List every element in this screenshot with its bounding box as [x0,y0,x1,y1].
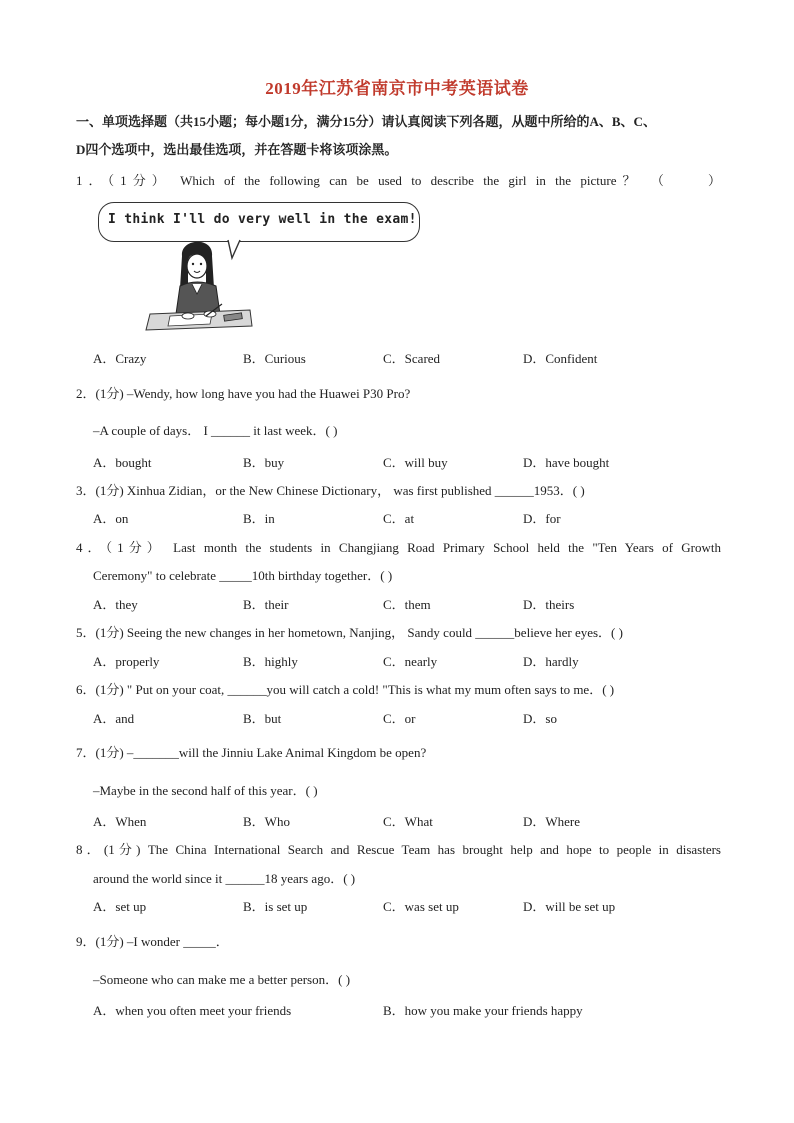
q7-option-a[interactable]: A．When [93,814,147,829]
q1-option-b[interactable]: B．Curious [243,351,306,366]
q9-option-b[interactable]: B．how you make your friends happy [383,1003,583,1018]
question-8-stem: 8．(1分) The China International Search and Rescue Team has brought help and hope to people in disasters [76,842,721,857]
q6-option-d[interactable]: D．so [523,711,557,726]
question-5-stem: 5．(1分) Seeing the new changes in her hometown, Nanjing， Sandy could ______believe her eyes．( ) [76,625,623,640]
q4-option-c[interactable]: C．them [383,597,431,612]
question-1-stem: 1．（1分） Which of the following can be used to describe the girl in the picture？ （ ） [76,173,721,188]
q2-option-c[interactable]: C．will buy [383,455,448,470]
question-2-stem: 2．(1分) –Wendy, how long have you had the Huawei P30 Pro? [76,386,411,401]
question-4-stem: 4．（1分） Last month the students in Changjiang Road Primary School held the "Ten Years of Growth [76,540,721,555]
question-7-stem: 7．(1分) –_______will the Jinniu Lake Animal Kingdom be open? [76,745,427,760]
q5-option-a[interactable]: A．properly [93,654,160,669]
section-instructions-line2: D四个选项中，选出最佳选项，并在答题卡将该项涂黑。 [76,142,398,157]
q1-option-c[interactable]: C．Scared [383,351,441,366]
q1-option-a[interactable]: A．Crazy [93,351,147,366]
q6-option-c[interactable]: C．or [383,711,416,726]
q7-option-d[interactable]: D．Where [523,814,581,829]
q1-option-d[interactable]: D．Confident [523,351,598,366]
q8-option-d[interactable]: D．will be set up [523,899,616,914]
q6-option-b[interactable]: B．but [243,711,282,726]
q2-option-d[interactable]: D．have bought [523,455,610,470]
q7-option-c[interactable]: C．What [383,814,433,829]
q3-option-d[interactable]: D．for [523,511,561,526]
q8-option-a[interactable]: A．set up [93,899,147,914]
question-7-reply: –Maybe in the second half of this year．( ) [93,783,318,798]
section-instructions-line1: 一、单项选择题（共15小题；每小题1分，满分15分）请认真阅读下列各题，从题中所给的A、B、C、 [76,114,656,129]
section-instructions [76,108,726,164]
q8-option-c[interactable]: C．was set up [383,899,459,914]
q5-option-c[interactable]: C．nearly [383,654,438,669]
speech-bubble-text: I think I'll do very well in the exam! [108,212,417,227]
q5-option-b[interactable]: B．highly [243,654,298,669]
q4-option-d[interactable]: D．theirs [523,597,575,612]
question-3-stem: 3．(1分) Xinhua Zidian，or the New Chinese Dictionary， was first published ______1953．( ) [76,483,585,498]
q2-option-a[interactable]: A．bought [93,455,152,470]
question-8-stem-cont: around the world since it ______18 years ago．( ) [93,871,356,886]
q6-option-a[interactable]: A．and [93,711,135,726]
page-title: 2019年江苏省南京市中考英语试卷 [265,79,529,98]
question-9-reply: –Someone who can make me a better person．( ) [93,972,351,987]
question-4-stem-cont: Ceremony" to celebrate _____10th birthday together．( ) [93,568,393,583]
q3-option-b[interactable]: B．in [243,511,275,526]
q8-option-b[interactable]: B．is set up [243,899,308,914]
q4-option-b[interactable]: B．their [243,597,289,612]
q9-option-a[interactable]: A．when you often meet your friends [93,1003,292,1018]
question-9-stem: 9．(1分) –I wonder _____． [76,934,229,949]
q3-option-c[interactable]: C．at [383,511,415,526]
girl-writing-illustration [140,230,260,340]
question-6-stem: 6．(1分) " Put on your coat, ______you will catch a cold! "This is what my mum often says to me．( ) [76,682,615,697]
q7-option-b[interactable]: B．Who [243,814,290,829]
q4-option-a[interactable]: A．they [93,597,138,612]
q3-option-a[interactable]: A．on [93,511,129,526]
question-2-reply: –A couple of days． I ______ it last week．( ) [93,423,338,438]
q2-option-b[interactable]: B．buy [243,455,285,470]
q5-option-d[interactable]: D．hardly [523,654,579,669]
